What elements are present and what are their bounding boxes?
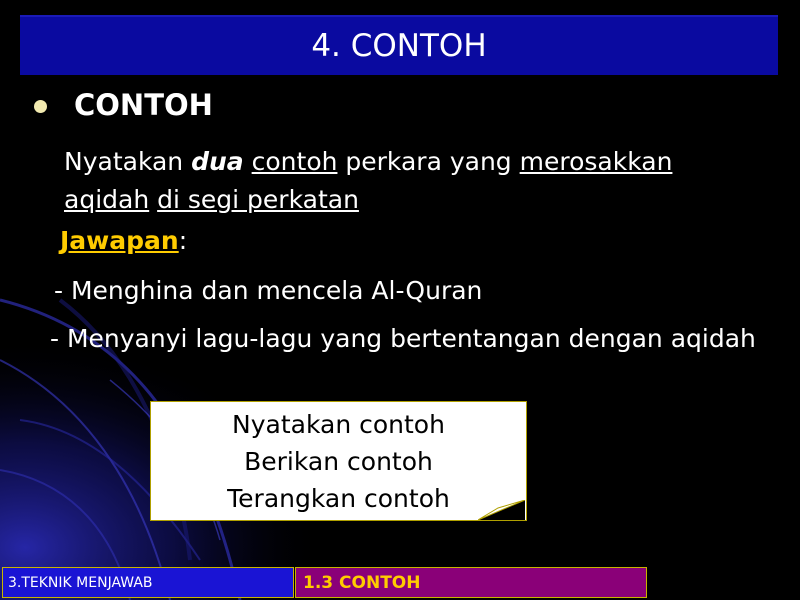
footer-left-label: 3.TEKNIK MENJAWAB xyxy=(8,574,153,591)
answer-colon: : xyxy=(178,226,188,255)
question-word-underlined: aqidah xyxy=(64,185,150,214)
question-word: perkara yang xyxy=(345,147,512,176)
section-heading: CONTOH xyxy=(74,88,213,122)
note-line: Terangkan contoh xyxy=(227,483,450,513)
note-line: Berikan contoh xyxy=(244,446,433,476)
note-callout-box xyxy=(150,401,527,521)
answer-item: - Menghina dan mencela Al-Quran xyxy=(54,276,483,305)
page-curl-icon xyxy=(478,500,528,522)
question-word-underlined: contoh xyxy=(251,147,338,176)
question-word: Nyatakan xyxy=(64,147,184,176)
footer-right-label: 1.3 CONTOH xyxy=(303,572,421,593)
heading-row xyxy=(34,88,213,122)
footer-nav-contoh[interactable] xyxy=(295,567,647,598)
question-word-underlined: di segi perkatan xyxy=(157,185,359,214)
slide-title: 4. CONTOH xyxy=(311,28,487,64)
footer-nav-teknik-menjawab[interactable] xyxy=(2,567,294,598)
answer-label: Jawapan xyxy=(60,226,179,255)
question-text xyxy=(64,143,774,219)
answer-item: - Menyanyi lagu-lagu yang bertentangan dengan aqidah xyxy=(50,324,756,353)
slide-title-bar xyxy=(20,15,778,75)
bullet-icon xyxy=(34,100,47,113)
answer-label-row xyxy=(60,226,187,255)
note-line: Nyatakan contoh xyxy=(232,409,445,439)
question-word-emphasis: dua xyxy=(191,147,244,176)
question-word-underlined: merosakkan xyxy=(519,147,673,176)
